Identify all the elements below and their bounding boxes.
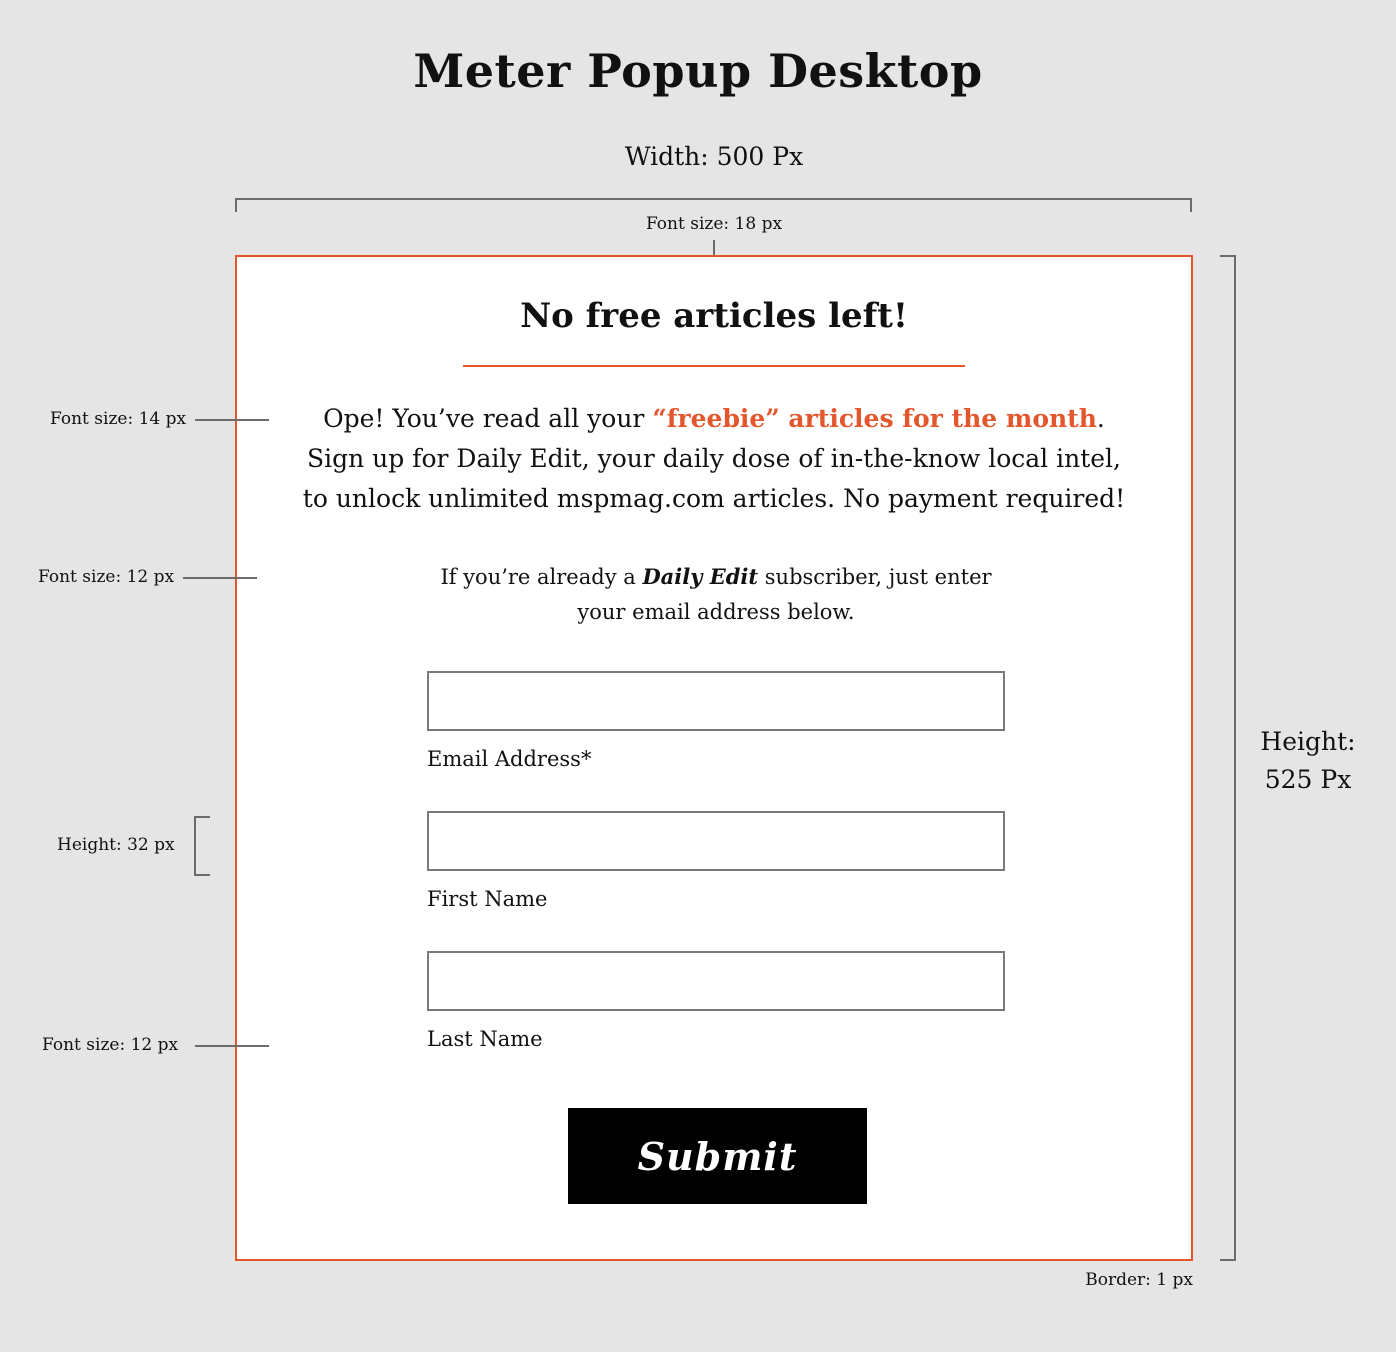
first-name-input[interactable] [429, 813, 1003, 869]
popup-body-text [296, 399, 1132, 519]
email-field[interactable] [427, 671, 1005, 731]
height-bracket [1220, 255, 1236, 1261]
subscriber-note [430, 559, 1002, 630]
note-part1: If you’re already a [440, 565, 643, 589]
body-highlight: “freebie” articles for the month [652, 404, 1097, 433]
input-height-bracket [194, 816, 210, 876]
email-label: Email Address* [427, 747, 592, 771]
first-name-field[interactable] [427, 811, 1005, 871]
label-font-annotation: Font size: 12 px [42, 1035, 179, 1055]
body-text-part2: . Sign up for Daily Edit, your daily dose of in-the-know local intel, to unlock unlimited mspmag.com articles. No payment required! [302, 404, 1126, 513]
email-input[interactable] [429, 673, 1003, 729]
input-height-annotation: Height: 32 px [57, 835, 175, 855]
note-part2: subscriber, just enter your email address below. [577, 565, 992, 624]
height-annotation-line1: Height: [1260, 727, 1356, 756]
note-annotation-line [183, 577, 257, 579]
heading-divider [463, 365, 965, 367]
body-text-part1: Ope! You’ve read all your [323, 404, 653, 433]
submit-button[interactable]: Submit [568, 1108, 867, 1204]
note-font-annotation: Font size: 12 px [38, 567, 175, 587]
last-name-label: Last Name [427, 1027, 543, 1051]
width-bracket [235, 198, 1192, 212]
body-annotation-line [195, 419, 269, 421]
body-font-annotation: Font size: 14 px [50, 409, 187, 429]
heading-font-annotation: Font size: 18 px [645, 214, 783, 234]
spec-title: Meter Popup Desktop [413, 44, 983, 98]
height-annotation [1252, 723, 1364, 799]
width-annotation: Width: 500 Px [624, 142, 804, 171]
last-name-field[interactable] [427, 951, 1005, 1011]
label-annotation-line [195, 1045, 269, 1047]
note-emphasis: Daily Edit [642, 564, 759, 589]
height-annotation-line2: 525 Px [1264, 765, 1352, 794]
popup-heading: No free articles left! [520, 296, 908, 336]
border-annotation: Border: 1 px [1085, 1270, 1193, 1290]
first-name-label: First Name [427, 887, 548, 911]
last-name-input[interactable] [429, 953, 1003, 1009]
